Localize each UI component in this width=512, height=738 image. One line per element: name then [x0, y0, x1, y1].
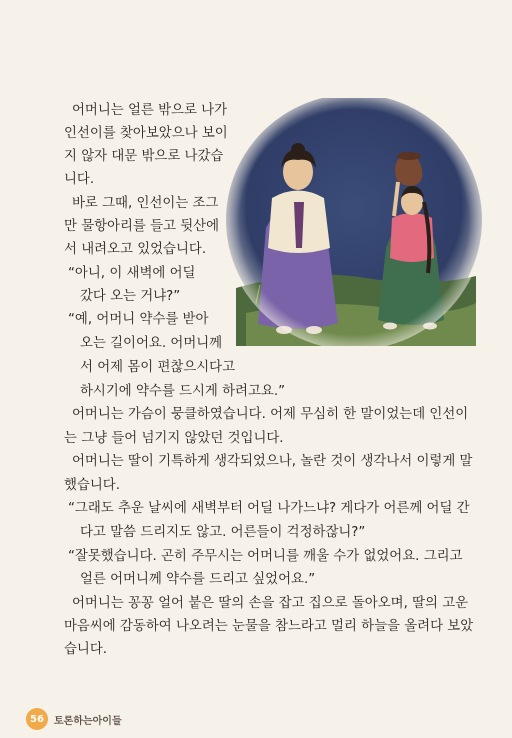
text-line-12: 서 어제 몸이 편찮으시다고 [80, 360, 236, 375]
text-line-2: 인선이를 찾아보았으나 보이 [64, 126, 228, 141]
text-line-4: 니다. [64, 172, 95, 187]
text-line-9: 갔다 오는 거냐?” [80, 289, 181, 304]
text-line-17: 했습니다. [64, 478, 120, 493]
text-line-19: 다고 말씀 드리지도 않고. 어른들이 걱정하잖니?” [80, 525, 366, 540]
text-line-15: 는 그냥 들어 넘기지 않았던 것입니다. [64, 431, 284, 446]
page-footer [26, 708, 122, 730]
text-line-20: “잘못했습니다. 곤히 주무시는 어머니를 깨울 수가 없었어요. 그리고 [68, 549, 463, 564]
text-line-5: 바로 그때, 인선이는 조그 [72, 196, 219, 211]
text-line-24: 습니다. [64, 642, 108, 657]
story-illustration [226, 98, 482, 346]
text-line-18: “그래도 추운 날씨에 새벽부터 어딜 나가느냐? 게다가 어른께 어딜 간 [68, 501, 470, 516]
text-line-3: 지 않자 대문 밖으로 나갔습 [64, 149, 224, 164]
text-line-14: 어머니는 가슴이 뭉클하였습니다. 어제 무심히 한 말이었는데 인선이 [72, 407, 469, 422]
text-line-13: 하시기에 약수를 드시게 하려고요.” [80, 384, 286, 399]
text-line-6: 만 물항아리를 들고 뒷산에 [64, 219, 220, 234]
text-line-7: 서 내려오고 있었습니다. [64, 242, 207, 257]
text-line-22: 어머니는 꽁꽁 얼어 붙은 딸의 손을 잡고 집으로 돌아오며, 딸의 고운 [72, 596, 469, 611]
text-line-23: 마음씨에 감동하여 나오려는 눈물을 참느라고 멀리 하늘을 올려다 보았 [64, 619, 474, 634]
series-title: 토론하는아이들 [54, 715, 122, 727]
text-line-16: 어머니는 딸이 기특하게 생각되었으나, 놀란 것이 생각나서 이렇게 말 [72, 454, 473, 469]
page-number: 56 [26, 708, 48, 730]
text-line-11: 오는 길이어요. 어머니께 [80, 336, 223, 351]
text-line-1: 어머니는 얼른 밖으로 나가 [72, 103, 228, 118]
text-line-10: “예, 어머니 약수를 받아 [68, 312, 209, 327]
text-line-21: 얼른 어머니께 약수를 드리고 싶었어요.” [80, 572, 316, 587]
text-line-8: “아니, 이 새벽에 어딜 [68, 266, 196, 281]
